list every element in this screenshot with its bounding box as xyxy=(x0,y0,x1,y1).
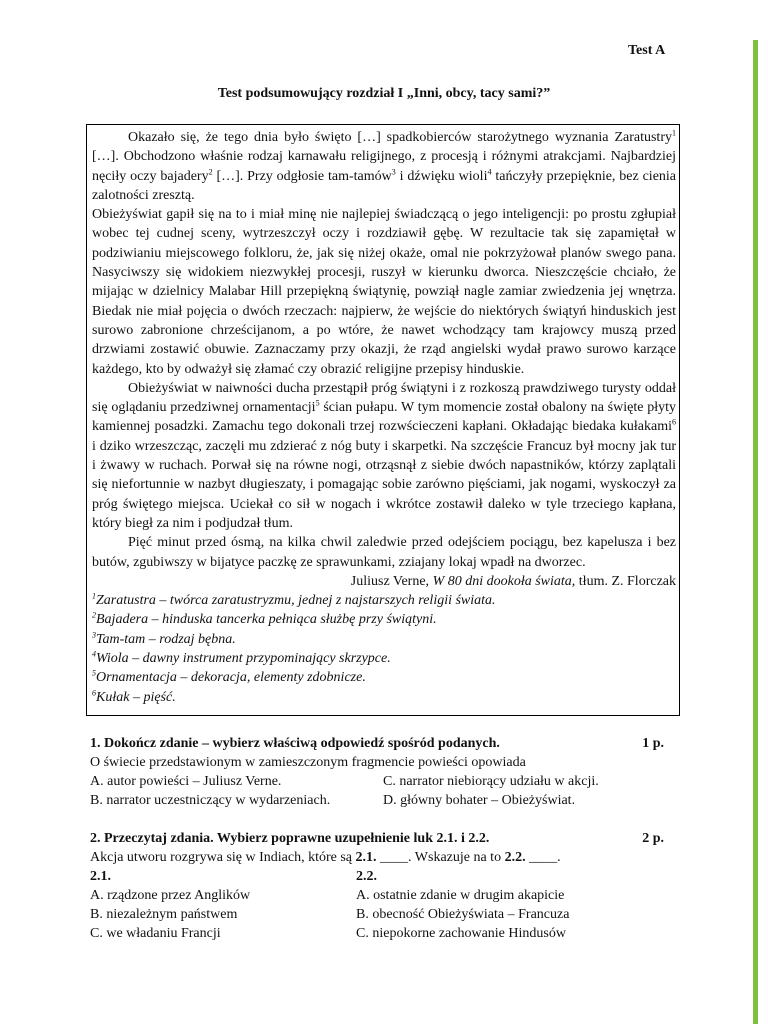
question-1-title: 1. Dokończ zdanie – wybierz właściwą odpowiedź spośród podanych. xyxy=(90,736,500,751)
test-label: Test A xyxy=(628,43,666,58)
option-2-2-a[interactable]: A. ostatnie zdanie w drugim akapicie xyxy=(356,888,565,903)
option-2-2-c[interactable]: C. niepokorne zachowanie Hindusów xyxy=(356,926,566,941)
reading-passage-box xyxy=(86,124,680,716)
footnote: $^2$Bajadera – hinduska tancerka pełniąca służbę przy świątyni. xyxy=(92,610,437,628)
option-b[interactable]: B. narrator uczestniczący w wydarzeniach. xyxy=(90,793,331,808)
question-1-stem: O świecie przedstawionym w zamieszczonym fragmencie powieści opowiada xyxy=(90,755,526,770)
paragraph-3: Obieżyświat w naiwności ducha przestąpił próg świątyni i z rozkoszą prawdziwego turysty oddał się oglądaniu przedziwnej ornamentacji$^5$ ścian pułapu. W tym momencie został obalony na święte płyty kamiennej posadzki. Zamachu tego dokonali trzej rozwścieczeni kapłani. Okładając biedaka kułakami$^6$ i dziko wrzeszcząc, zaczęli mu zdzierać z nóg buty i skarpetki. Na szczęście Francuz był mocny jak tur i żwawy w ruchach. Porwał się na równe nogi, otrząsnął z siebie dwóch napastników, którzy zaplątali się niefortunnie w nazbyt długieszaty, i pomagając sobie zarówno pięściami, jak nogami, wyskoczył za próg świętego miejsca. Uciekał co sił w nogach i wkrótce zostawił daleko w tyle trzeciego kapłana, który biegł za nim i podjudzał tłum. xyxy=(92,380,677,531)
option-a[interactable]: A. autor powieści – Juliusz Verne. xyxy=(90,774,282,789)
paragraph-2: Obieżyświat gapił się na to i miał minę nie najlepiej świadczącą o jego inteligencji: po prostu zgłupiał wobec tej cudnej sceny, wytrzeszczył oczy i rozdziawił gębę. W rezultacie tak się zapamiętał w podziwianiu miejscowego folkloru, że, jak się niżej okaże, omal nie pokrzyżował planów swego pana. Nasyciwszy się widokiem niezwykłej procesji, ruszył w kierunku dworca. Nieszczęście chciało, że mijając w dzielnicy Malabar Hill przepiękną świątynię, powziął nagle zamiar zwiedzenia jej wnętrza. Biedak nie miał pojęcia o dwóch rzeczach: najpierw, że wejście do niektórych świątyń hinduskich jest surowo zabronione chrześcijanom, a po wtóre, że nawet wchodzący tam krajowcy muszą przed drzwiami zostawić obuwie. Zaznaczamy przy okazji, że rząd angielski wydał prawo surowo karzące każdego, kto by odważył się złamać czy obrazić religijne przepisy hinduskie. xyxy=(92,207,676,377)
paragraph-4: Pięć minut przed ósmą, na kilka chwil zaledwie przed odejściem pociągu, bez kapelusza i bez butów, zgubiwszy w bijatyce paczkę ze sprawunkami, zziajany lokaj wpadł na dworzec. xyxy=(92,535,676,570)
footnote: $^1$Zaratustra – twórca zaratustryzmu, jednej z najstarszych religii świata. xyxy=(92,591,496,609)
question-2-options xyxy=(90,867,664,943)
option-2-1-a[interactable]: A. rządzone przez Anglików xyxy=(90,888,251,903)
source-citation: Juliusz Verne, W 80 dni dookoła świata, tłum. Z. Florczak xyxy=(350,573,676,589)
question-1 xyxy=(90,734,664,810)
document-title: Test podsumowujący rozdział I „Inni, obcy, tacy sami?” xyxy=(217,86,551,101)
question-2-stem: Akcja utworu rozgrywa się w Indiach, które są 2.1. ____. Wskazuje na to 2.2. ____. xyxy=(90,850,561,865)
footnote: $^6$Kułak – pięść. xyxy=(92,687,176,705)
option-2-1-b[interactable]: B. niezależnym państwem xyxy=(90,907,238,922)
question-2 xyxy=(90,829,664,943)
option-c[interactable]: C. narrator niebiorący udziału w akcji. xyxy=(383,774,599,789)
question-1-points: 1 p. xyxy=(642,736,664,751)
option-2-1-c[interactable]: C. we władaniu Francji xyxy=(90,926,221,941)
column-2-1-heading: 2.1. xyxy=(90,869,111,884)
paragraph-1: Okazało się, że tego dnia było święto […] spadkobierców starożytnego wyznania Zaratustry$^1$ […]. Obchodzono właśnie rodzaj karnawału religijnego, z procesją i różnymi atrakcjami. Najbardziej nęciły oczy bajadery$^2$ […]. Przy odgłosie tam-tamów$^3$ i dźwięku wioli$^4$ tańczyły przepięknie, bez cienia zalotności zresztą. xyxy=(92,128,677,203)
question-2-points: 2 p. xyxy=(642,831,664,846)
question-2-title: 2. Przeczytaj zdania. Wybierz poprawne uzupełnienie luk 2.1. i 2.2. xyxy=(90,831,490,846)
option-2-2-b[interactable]: B. obecność Obieżyświata – Francuza xyxy=(356,907,570,922)
page-edge-bar xyxy=(753,40,758,1024)
footnote: $^4$Wiola – dawny instrument przypominający skrzypce. xyxy=(92,649,391,667)
footnote: $^5$Ornamentacja – dekoracja, elementy zdobnicze. xyxy=(92,668,366,686)
footnotes xyxy=(92,591,676,707)
question-1-options xyxy=(90,772,664,810)
column-2-2-heading: 2.2. xyxy=(356,869,377,884)
option-d[interactable]: D. główny bohater – Obieżyświat. xyxy=(383,793,576,808)
footnote: $^3$Tam-tam – rodzaj bębna. xyxy=(92,630,236,647)
